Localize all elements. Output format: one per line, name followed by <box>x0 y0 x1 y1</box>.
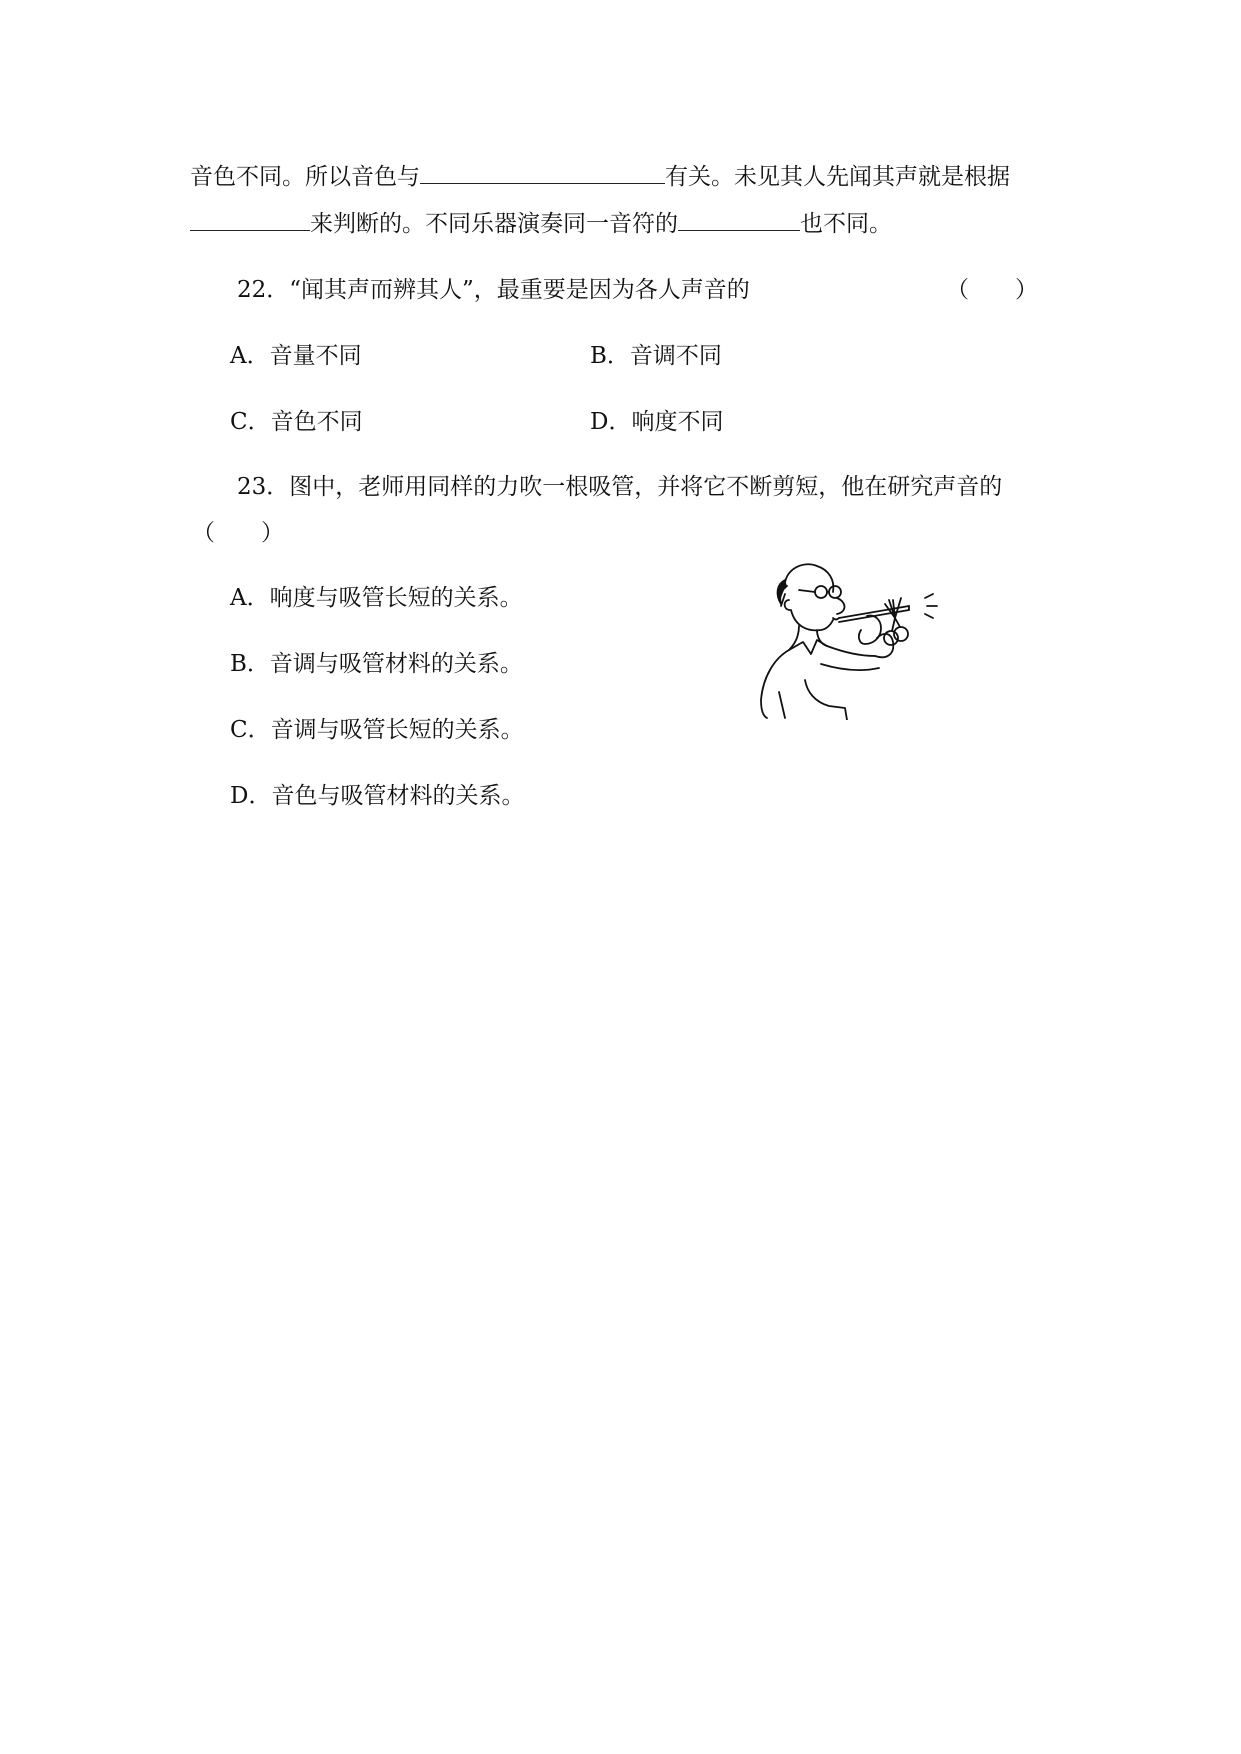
answer-blank-1[interactable] <box>420 161 665 184</box>
q22-option-a[interactable] <box>230 341 362 371</box>
q23-option-b-label: B． <box>230 651 270 677</box>
q22-option-d-text: 响度不同 <box>631 409 724 435</box>
intro-line-1 <box>190 161 1010 192</box>
q22-option-c-label: C． <box>230 409 271 435</box>
q23-option-d-text: 音色与吸管材料的关系。 <box>271 783 525 809</box>
intro-text-2a: 来判断的。不同乐器演奏同一音符的 <box>310 211 678 237</box>
q22-option-c[interactable] <box>230 407 363 437</box>
q22-option-a-label: A． <box>230 343 270 369</box>
q23-option-a-text: 响度与吸管长短的关系。 <box>269 585 523 611</box>
q22-option-b-label: B． <box>590 343 630 369</box>
q22-option-d[interactable] <box>590 407 723 437</box>
intro-text-1a: 音色不同。所以音色与 <box>190 164 420 190</box>
q23-option-c[interactable] <box>230 715 524 745</box>
intro-line-2 <box>190 208 892 239</box>
q22-stem: 22．“闻其声而辨其人”，最重要是因为各人声音的 <box>237 277 750 303</box>
q23-option-d[interactable] <box>230 781 524 811</box>
answer-blank-2[interactable] <box>190 208 310 231</box>
q23-stem: 23．图中，老师用同样的力吹一根吸管，并将它不断剪短，他在研究声音的 <box>237 474 1003 500</box>
answer-blank-3[interactable] <box>678 208 800 231</box>
q23-option-a[interactable] <box>230 583 523 613</box>
q23-option-d-label: D． <box>230 783 272 809</box>
teacher-straw-illustration <box>755 560 965 720</box>
q23-option-c-label: C． <box>230 717 271 743</box>
q22-option-c-text: 音色不同 <box>270 409 363 435</box>
q23-option-b[interactable] <box>230 649 523 679</box>
q22-option-a-text: 音量不同 <box>269 343 362 369</box>
q22-option-d-label: D． <box>590 409 632 435</box>
q22-option-b-text: 音调不同 <box>629 343 722 369</box>
intro-text-1b: 有关。未见其人先闻其声就是根据 <box>665 164 1010 190</box>
q23-option-a-label: A． <box>230 585 270 611</box>
q22-option-b[interactable] <box>590 341 722 371</box>
q22-answer-paren[interactable]: （ ） <box>946 277 1038 303</box>
q23-answer-paren[interactable]: （ ） <box>192 520 284 546</box>
q23-option-c-text: 音调与吸管长短的关系。 <box>270 717 524 743</box>
q23-option-b-text: 音调与吸管材料的关系。 <box>269 651 523 677</box>
intro-text-2b: 也不同。 <box>800 211 892 237</box>
